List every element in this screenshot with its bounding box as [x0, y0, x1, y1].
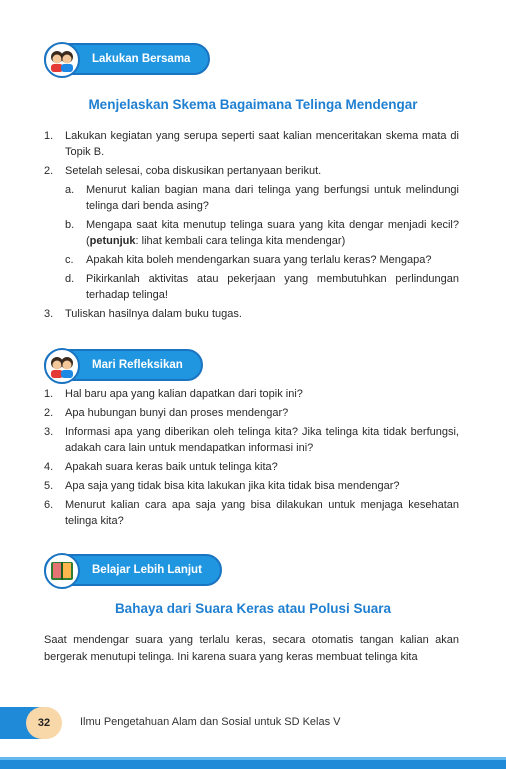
section-label-text: Belajar Lebih Lanjut: [92, 564, 202, 576]
list-item: 5. Apa saja yang tidak bisa kita lakukan jika kita tidak bisa mendengar?: [44, 480, 400, 492]
section-label-lakukan-bersama: [44, 43, 210, 75]
list-item: 1. Hal baru apa yang kalian dapatkan dari topik ini?: [44, 388, 303, 400]
reflection-list: [44, 386, 459, 532]
sub-list-item: a. Menurut kalian bagian mana dari telinga yang berfungsi untuk melindungi telinga dari benda asing?: [65, 184, 459, 212]
section-heading: Bahaya dari Suara Keras atau Polusi Suara: [114, 601, 392, 616]
list-item: 2. Apa hubungan bunyi dan proses mendengar?: [44, 407, 289, 419]
list-item: 6. Menurut kalian cara apa saja yang bisa dilakukan untuk menjaga kesehatan telinga kita?: [44, 499, 459, 527]
list-item: 4. Apakah suara keras baik untuk telinga kita?: [44, 461, 278, 473]
section-heading: Menjelaskan Skema Bagaimana Telinga Mendengar: [88, 97, 418, 112]
two-kids-icon: [44, 42, 80, 78]
book-icon: [44, 553, 80, 589]
list-item: 2. Setelah selesai, coba diskusikan pertanyaan berikut. a. Menurut kalian bagian mana dari telinga yang berfungsi untuk melindungi telinga dari benda asing? b. Mengapa saat kita menutup telinga suara yang kita dengar menjadi kecil? (petunjuk: lihat kembali cara telinga kita mendengar) c. Apakah kita boleh mendengarkan suara yang terlalu keras? Mengapa? d. Pikirkanlah aktivitas atau pekerjaan yang membutuhkan perlindungan terhadap telinga!: [44, 165, 459, 301]
sub-list-item: d. Pikirkanlah aktivitas atau pekerjaan yang membutuhkan perlindungan terhadap telinga!: [65, 273, 459, 301]
book-title: Ilmu Pengetahuan Alam dan Sosial untuk SD Kelas V: [80, 716, 341, 728]
page-number: 32: [26, 707, 62, 739]
section-label-text: Lakukan Bersama: [92, 53, 191, 65]
list-item: 3. Informasi apa yang diberikan oleh telinga kita? Jika telinga kita tidak berfungsi, adakah cara lain untuk mendapatkan informasi ini?: [44, 426, 459, 454]
list-item: 3. Tuliskan hasilnya dalam buku tugas.: [44, 308, 242, 320]
two-kids-icon: [44, 348, 80, 384]
activity-list: [44, 128, 459, 325]
body-paragraph: Saat mendengar suara yang terlalu keras, secara otomatis tangan kalian akan bergerak menutupi telinga. Ini karena suara yang keras membuat telinga kita: [44, 634, 459, 663]
sub-question-list: [65, 182, 459, 303]
section-label-belajar-lebih-lanjut: [44, 554, 222, 586]
sub-list-item: c. Apakah kita boleh mendengarkan suara yang terlalu keras? Mengapa?: [65, 254, 432, 266]
bottom-stripe: [0, 757, 506, 769]
section-label-mari-refleksikan: [44, 349, 203, 381]
section-label-text: Mari Refleksikan: [92, 359, 183, 371]
sub-list-item: b. Mengapa saat kita menutup telinga suara yang kita dengar menjadi kecil? (petunjuk: lihat kembali cara telinga kita mendengar): [65, 219, 459, 247]
list-item: 1. Lakukan kegiatan yang serupa seperti saat kalian menceritakan skema mata di Topik B.: [44, 130, 459, 158]
hint-bold: petunjuk: [89, 235, 136, 247]
